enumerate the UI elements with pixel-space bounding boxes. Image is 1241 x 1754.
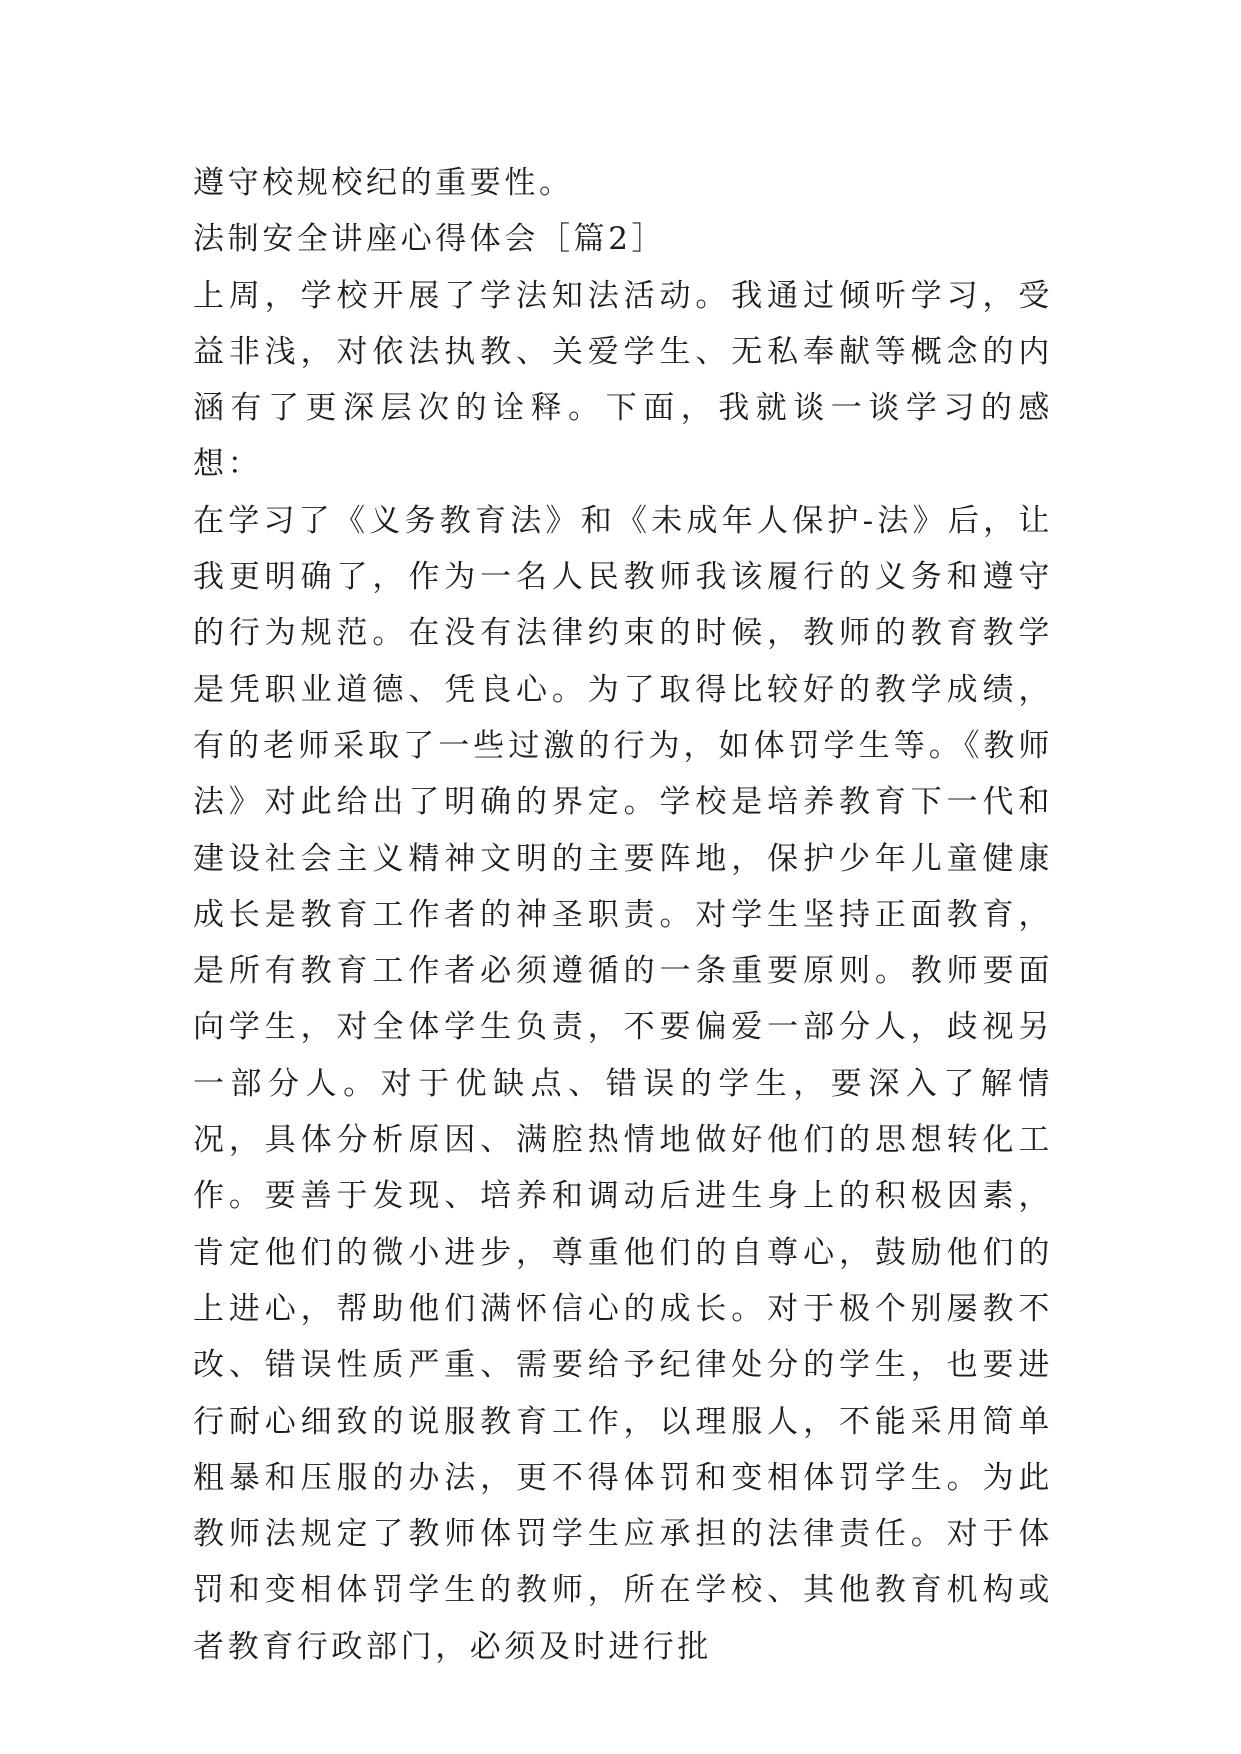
section-title: 法制安全讲座心得体会［篇2］	[193, 221, 667, 258]
document-body	[193, 155, 1053, 1675]
paragraph-2: 在学习了《义务教育法》和《未成年人保护-法》后，让我更明确了，作为一名人民教师我该履行的义务和遵守的行为规范。在没有法律约束的时候，教师的教育教学是凭职业道德、凭良心。为了取得比较好的教学成绩，有的老师采取了一些过激的行为，如体罚学生等。《教师法》对此给出了明确的界定。学校是培养教育下一代和建设社会主义精神文明的主要阵地，保护少年儿童健康成长是教育工作者的神圣职责。对学生坚持正面教育，是所有教育工作者必须遵循的一条重要原则。教师要面向学生，对全体学生负责，不要偏爱一部分人，歧视另一部分人。对于优缺点、错误的学生，要深入了解情况，具体分析原因、满腔热情地做好他们的思想转化工作。要善于发现、培养和调动后进生身上的积极因素，肯定他们的微小进步，尊重他们的自尊心，鼓励他们的上进心，帮助他们满怀信心的成长。对于极个别屡教不改、错误性质严重、需要给予纪律处分的学生，也要进行耐心细致的说服教育工作，以理服人，不能采用简单粗暴和压服的办法，更不得体罚和变相体罚学生。为此教师法规定了教师体罚学生应承担的法律责任。对于体罚和变相体罚学生的教师，所在学校、其他教育机构或者教育行政部门，必须及时进行批	[193, 502, 1053, 1665]
intro-line: 遵守校规校纪的重要性。	[193, 165, 574, 201]
paragraph-1: 上周，学校开展了学法知法活动。我通过倾听学习，受益非浅，对依法执教、关爱学生、无私奉献等概念的内涵有了更深层次的诠释。下面，我就谈一谈学习的感想：	[193, 277, 1053, 483]
